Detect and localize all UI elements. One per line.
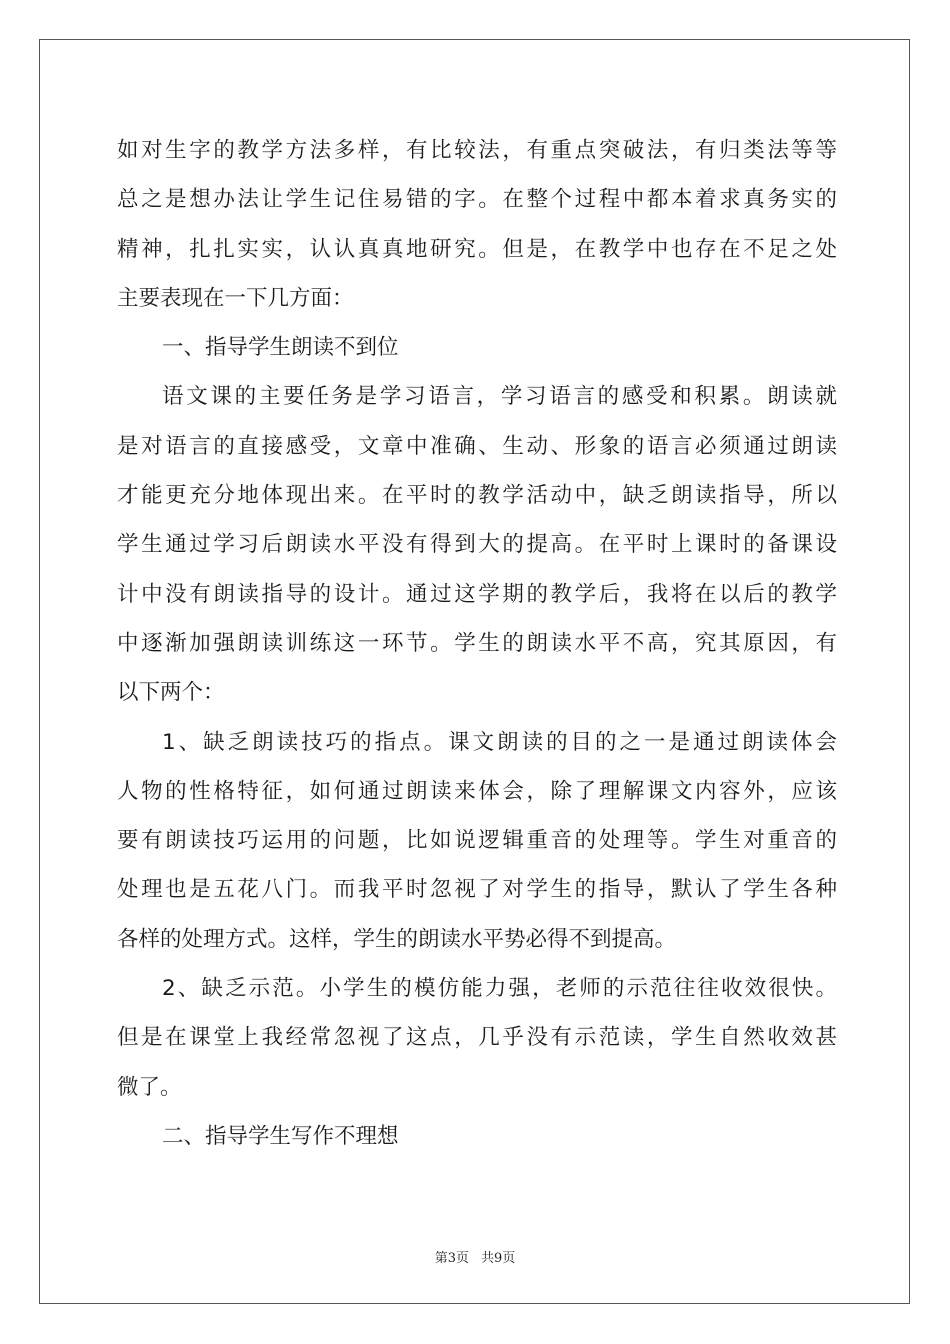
text-line: 但是在课堂上我经常忽视了这点，几乎没有示范读，学生自然收效甚 bbox=[117, 1025, 837, 1051]
text-line: 1、缺乏朗读技巧的指点。课文朗读的目的之一是通过朗读体会 bbox=[162, 729, 837, 755]
text-line: 计中没有朗读指导的设计。通过这学期的教学后，我将在以后的教学 bbox=[117, 581, 837, 607]
text-line: 是对语言的直接感受，文章中准确、生动、形象的语言必须通过朗读 bbox=[117, 433, 837, 459]
text-line: 精神，扎扎实实，认认真真地研究。但是，在教学中也存在不足之处 bbox=[117, 236, 837, 262]
text-line: 各样的处理方式。这样，学生的朗读水平势必得不到提高。 bbox=[117, 926, 677, 952]
text-line: 以下两个： bbox=[117, 680, 225, 706]
document-body bbox=[117, 126, 837, 1161]
text-line: 一、指导学生朗读不到位 bbox=[162, 335, 399, 361]
text-line: 学生通过学习后朗读水平没有得到大的提高。在平时上课时的备课设 bbox=[117, 532, 837, 558]
text-line: 2、缺乏示范。小学生的模仿能力强，老师的示范往往收效很快。 bbox=[162, 976, 837, 1002]
text-line: 如对生字的教学方法多样，有比较法，有重点突破法，有归类法等等 bbox=[117, 138, 837, 163]
text-line: 处理也是五花八门。而我平时忽视了对学生的指导，默认了学生各种 bbox=[117, 877, 837, 903]
text-line: 主要表现在一下几方面： bbox=[117, 285, 354, 311]
page-footer bbox=[0, 1247, 950, 1266]
text-line: 中逐渐加强朗读训练这一环节。学生的朗读水平不高，究其原因，有 bbox=[117, 630, 837, 656]
page-number: 第3页 bbox=[434, 1251, 469, 1266]
text-line: 人物的性格特征，如何通过朗读来体会，除了理解课文内容外，应该 bbox=[117, 778, 837, 804]
text-line: 微了。 bbox=[117, 1074, 182, 1100]
page-total: 共9页 bbox=[481, 1251, 516, 1266]
text-line: 要有朗读技巧运用的问题，比如说逻辑重音的处理等。学生对重音的 bbox=[117, 828, 837, 854]
text-line: 才能更充分地体现出来。在平时的教学活动中，缺乏朗读指导，所以 bbox=[117, 483, 837, 509]
text-line: 语文课的主要任务是学习语言，学习语言的感受和积累。朗读就 bbox=[162, 384, 837, 410]
text-line: 总之是想办法让学生记住易错的字。在整个过程中都本着求真务实的 bbox=[117, 187, 837, 213]
text-line: 二、指导学生写作不理想 bbox=[162, 1123, 399, 1149]
